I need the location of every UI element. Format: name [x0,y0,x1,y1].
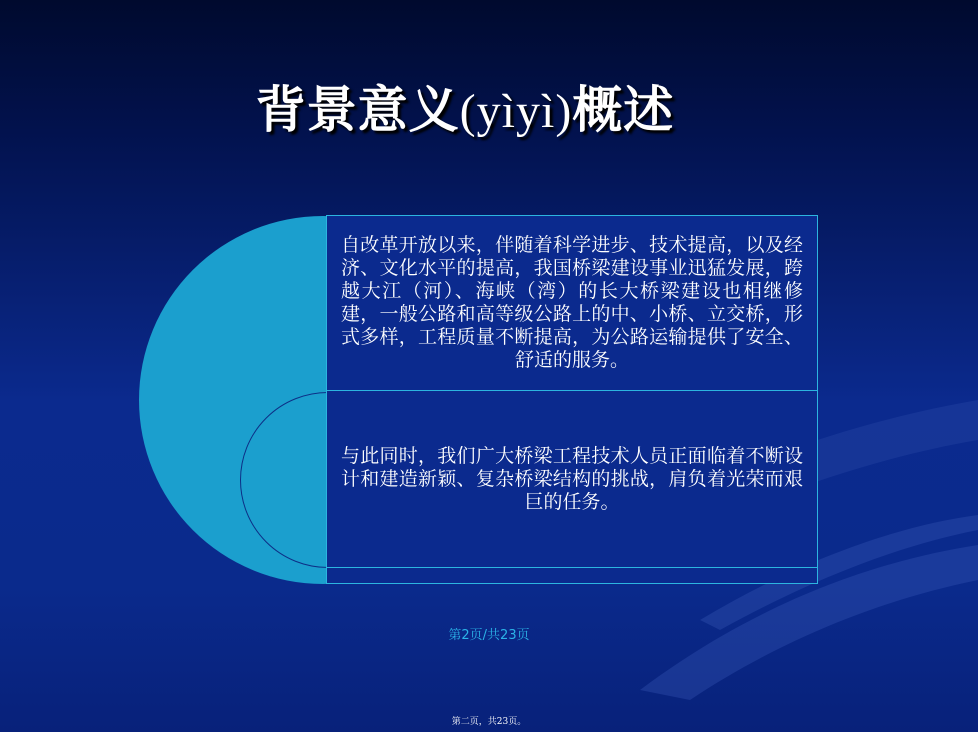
text-panel-2 [326,390,818,568]
text-panel-1 [326,215,818,391]
title-pinyin: (yìyì) [459,85,573,138]
title-text-part-2: 概述 [572,81,675,139]
paragraph-2: 与此同时，我们广大桥梁工程技术人员正面临着不断设计和建造新颖、复杂桥梁结构的挑战，肩负着光荣而艰巨的任务。 [341,444,803,513]
text-panel-3-empty [326,567,818,584]
footer-text: 第二页，共23页。 [451,717,527,727]
paragraph-1: 自改革开放以来，伴随着科学进步、技术提高，以及经济、文化水平的提高，我国桥梁建设事业迅猛发展，跨越大江（河）、海峡（湾）的长大桥梁建设也相继修建，一般公路和高等级公路上的中、小桥、立交桥，形式多样，工程质量不断提高，为公路运输提供了安全、舒适的服务。 [341,234,803,371]
slide-title [0,70,930,142]
page-indicator: 第2页/共23页 [448,628,530,643]
title-text-part-1: 背景意义 [255,81,460,139]
